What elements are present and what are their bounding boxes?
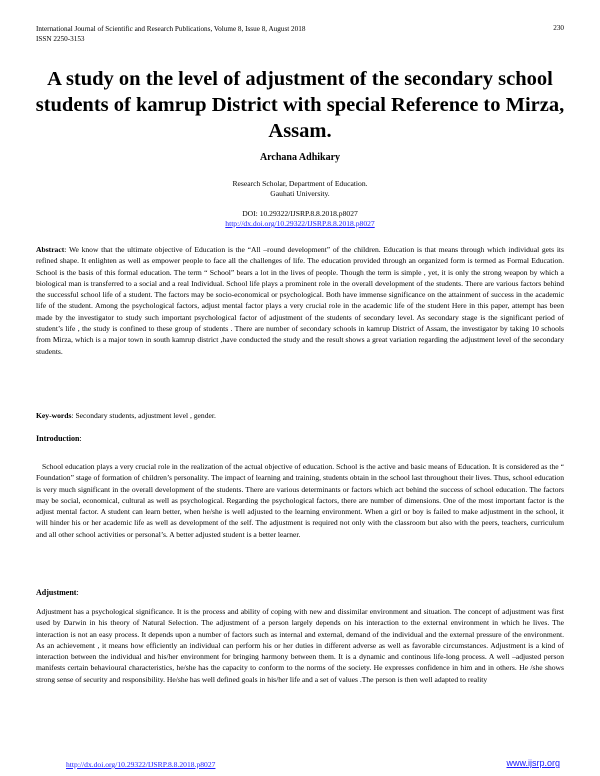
introduction-heading: Introduction: — [36, 434, 82, 443]
abstract — [36, 244, 564, 357]
abstract-label: Abstract — [36, 245, 65, 254]
paper-title: A study on the level of adjustment of the secondary school students of kamrup District with special Reference to Mirza, Assam. — [35, 68, 565, 142]
footer-doi-link[interactable]: http://dx.doi.org/10.29322/IJSRP.8.8.2018.p8027 — [66, 760, 216, 769]
keywords-text: : Secondary students, adjustment level , gender. — [71, 411, 216, 420]
affiliation-line-2: Gauhati University. — [270, 189, 330, 198]
introduction-body — [36, 461, 564, 540]
page-number: 230 — [553, 24, 564, 32]
introduction-text: School education plays a very crucial role in the realization of the actual objective of education. School is the active and basic means of Education. It is considered as the “ Foundation” stage of formation of children’s personality. The impact of learning and training, students obtain in the school last throughout their lives. Thus, school education is very much significant in the overall development of the students. There are various determinants or factors which act behind the success of school education. The factors may be social, economical, cultural as well as psychological. Regarding the psychological factors, there are number of dimensions. One of the most important factor is the adjust mental factor. A student can learn better, when he/she is well adjusted to the learning environment. When a girl or boy is failed to make adjustment in the school, it will hinder his or her academic life as well as development of the self. The adjustment is required not only with the classroom but also with the peers, teachers, curriculum and all other school activities or personal’s. A better adjusted student is a better learner. — [36, 462, 564, 539]
footer-site-link[interactable]: www.ijsrp.org — [506, 758, 560, 768]
adjustment-body — [36, 606, 564, 685]
adjustment-text: Adjustment has a psychological significance. It is the process and ability of coping with new and dissimilar environment and situation. The concept of adjustment was first used by Darwin in his theory of Natural Selection. The adjustment of a person largely depends on his interaction to the external environment in which he lives. The interaction is not an easy process. It depends upon a number of factors such as internal and external, demand of the individual and the external pressure of the environment. As an achievement , it means how efficiently an individual can perform his or her duties in different adverse as well as favorable circumstances. Adjustment is a kind of interaction between the individual and his/her environment for bringing harmony between them. It is a dynamic and continous life-long process. A well –adjusted person manifests certain behavioural characteristics, he/she has the capacity to conform to the norms of the society. He expresses confidence in him and in others. He /she shows strong sense of security and responsibility. He/she has well defined goals in his/her life and a set of values .The person is then well adapted to reality — [36, 607, 564, 684]
author-name: Archana Adhikary — [259, 152, 341, 163]
doi-link[interactable]: http://dx.doi.org/10.29322/IJSRP.8.8.2018.p8027 — [225, 219, 375, 228]
keywords-label: Key-words — [36, 411, 72, 420]
adjustment-heading: Adjustment: — [36, 588, 79, 597]
running-header — [36, 24, 305, 44]
doi-block — [0, 209, 600, 229]
keywords — [36, 410, 564, 421]
doi-text: DOI: 10.29322/IJSRP.8.8.2018.p8027 — [242, 209, 358, 218]
abstract-text: : We know that the ultimate objective of Education is the “All –round development” of the children. Education is that means through which individual gets its refined shape. It enlighten as well as empower people to face all the challenges of life. The education provided through an organized form is termed as Formal Education. School is the basis of this formal education. The term “ School” bears a lot in the lives of people. Though the term is simple , yet, it is only the strong weapon by which a biological man is transferred to a social and a real Individual. School life plays a prominent role in the overall development of the students. There are various factors behind the successful school life of a student. The factors may be socio-economical or psychological. Both have immense significance on the attainment of success in the academic life of the student. Among the psychological factors, adjust mental factor plays a very crucial role in the academic life of the student Here in this paper, attempt has been made by the investigator to study such important psychological factor of adjustment of the students of secondary level. As secondary stage is the significant period of student’s life , the study is confined to these group of students . There are number of secondary schools in kamrup District of Assam, the investigator by taking 10 schools from Mirza, which is a major town in south kamrup district ,have conducted the study and the result shows a great variation regarding the adjustment level of the secondary students. — [36, 245, 564, 356]
issn: ISSN 2250-3153 — [36, 35, 85, 43]
journal-name: International Journal of Scientific and Research Publications, Volume 8, Issue 8, August 2018 — [36, 25, 306, 33]
affiliation-line-1: Research Scholar, Department of Education. — [232, 179, 368, 188]
affiliation — [0, 179, 600, 199]
